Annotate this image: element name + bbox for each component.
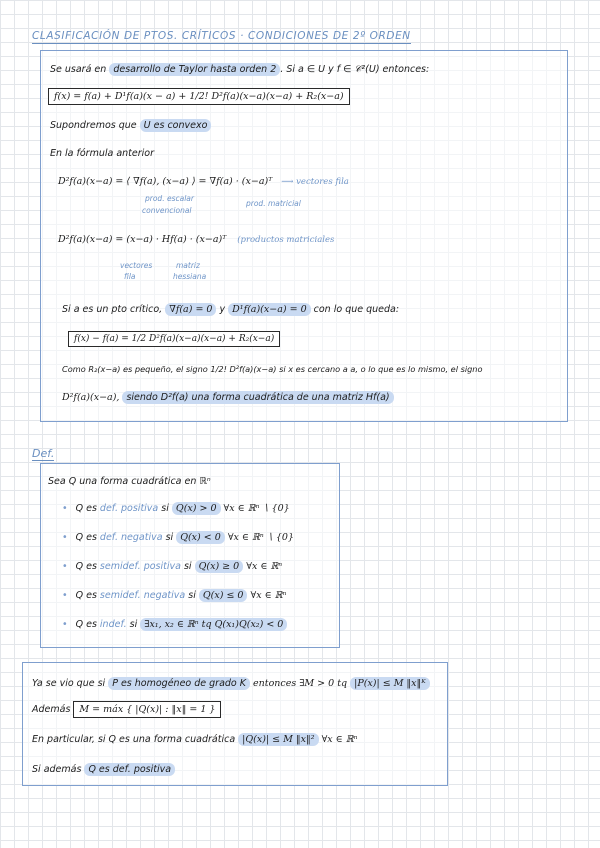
text: ∀x ∈ ℝⁿ — [243, 561, 283, 572]
condition-highlight: Q(x) ≤ 0 — [199, 589, 248, 602]
text: si — [185, 590, 199, 601]
text: si — [162, 532, 177, 543]
gradient-expression: D²f(a)(x−a) = ⟨ ∇f(a), (x−a) ⟩ = ∇f(a) · (x−a)ᵀ — [58, 176, 273, 187]
text: Q es — [75, 561, 100, 572]
definition-heading: Def. — [32, 447, 55, 460]
taylor-formula: f(x) = f(a) + D¹f(a)(x − a) + 1/2! D²f(a)(x−a)(x−a) + R₂(x−a) — [48, 88, 350, 105]
formula-ref-line: En la fórmula anterior — [50, 148, 155, 159]
quadratic-form-line — [62, 392, 394, 403]
condition-highlight: Q(x) > 0 — [172, 502, 221, 515]
def-item-semipositive — [62, 561, 282, 572]
text: Ya se vio que si — [32, 678, 109, 689]
highlight-d1-zero: D¹f(a)(x−a) = 0 — [228, 303, 310, 316]
quadratic-bound-line — [32, 734, 357, 745]
annotation-hessiana: hessiana — [173, 272, 207, 281]
def-item-indefinite — [62, 619, 287, 630]
max-line — [32, 704, 221, 715]
text: Q es — [75, 590, 100, 601]
bullet-icon: • — [62, 532, 68, 543]
text: Además — [32, 704, 74, 715]
kind-label: def. negativa — [99, 532, 163, 543]
text: si — [126, 619, 141, 630]
text: si — [180, 561, 195, 572]
text: D²f(a)(x−a), — [62, 392, 123, 403]
highlight-taylor: desarrollo de Taylor hasta orden 2 — [109, 63, 280, 76]
text: con lo que queda: — [310, 304, 400, 315]
page-title: CLASIFICACIÓN DE PTOS. CRÍTICOS · CONDICIONES DE 2º ORDEN — [32, 30, 411, 42]
text: ∀x ∈ ℝⁿ ∖ {0} — [224, 532, 294, 543]
taylor-intro-line — [50, 64, 429, 75]
text: Si a es un pto crítico, — [62, 304, 166, 315]
convex-line — [50, 120, 211, 131]
kind-label: semidef. negativa — [99, 590, 186, 601]
gradient-line — [58, 176, 349, 187]
annotation-convencional: convencional — [142, 206, 192, 215]
text: Q es — [75, 619, 100, 630]
positive-definite-line — [32, 764, 175, 775]
highlight-gradient-zero: ∇f(a) = 0 — [165, 303, 216, 316]
kind-label: indef. — [99, 619, 127, 630]
text: . Si a ∈ U y f ∈ 𝒞²(U) entonces: — [280, 64, 430, 75]
annotation-vectores: vectores — [120, 261, 153, 270]
highlight-bound: |P(x)| ≤ M ‖x‖ᴷ — [350, 677, 430, 690]
text: Supondremos que — [50, 120, 140, 131]
highlight-homogeneous: P es homogéneo de grado K — [108, 677, 250, 690]
productos-note: (productos matriciales — [237, 235, 335, 245]
annotation-fila: fila — [124, 272, 136, 281]
text: ∀x ∈ ℝⁿ — [318, 734, 358, 745]
text: si — [158, 503, 172, 514]
definition-intro: Sea Q una forma cuadrática en ℝⁿ — [48, 476, 211, 487]
max-definition: M = máx { |Q(x)| : ‖x‖ = 1 } — [73, 701, 221, 718]
text: ∀x ∈ ℝⁿ ∖ {0} — [220, 503, 290, 514]
homogeneous-line — [32, 678, 430, 689]
def-item-negative — [62, 532, 294, 543]
vectores-fila-note: ⟶ vectores fila — [281, 177, 349, 187]
text: entonces ∃M > 0 tq — [250, 678, 351, 689]
bullet-icon: • — [62, 619, 68, 630]
condition-highlight: Q(x) < 0 — [176, 531, 225, 544]
reduced-formula: f(x) − f(a) = 1/2 D²f(a)(x−a)(x−a) + R₂(x−a) — [68, 331, 280, 347]
text: En particular, si Q es una forma cuadrática — [32, 734, 239, 745]
annotation-prod-escalar: prod. escalar — [145, 194, 194, 203]
annotation-prod-matricial: prod. matricial — [246, 199, 301, 208]
def-item-seminegative — [62, 590, 286, 601]
text: y — [216, 304, 229, 315]
text: Q es — [75, 532, 100, 543]
highlight-convex: U es convexo — [140, 119, 212, 132]
kind-label: semidef. positiva — [99, 561, 181, 572]
text: Q es — [75, 503, 100, 514]
condition-highlight: ∃x₁, x₂ ∈ ℝⁿ tq Q(x₁)Q(x₂) < 0 — [140, 618, 287, 631]
highlight-positive-definite: Q es def. positiva — [84, 763, 175, 776]
text: Si además — [32, 764, 85, 775]
bullet-icon: • — [62, 561, 68, 572]
highlight-quadratic-form: siendo D²f(a) una forma cuadrática de una matriz Hf(a) — [122, 391, 393, 404]
hessian-expression: D²f(a)(x−a) = (x−a) · Hf(a) · (x−a)ᵀ — [58, 234, 227, 245]
critical-point-line — [62, 304, 399, 315]
highlight-quadratic-bound: |Q(x)| ≤ M ‖x‖² — [238, 733, 318, 746]
hessian-line — [58, 234, 334, 245]
def-item-positive — [62, 503, 290, 514]
kind-label: def. positiva — [99, 503, 159, 514]
bullet-icon: • — [62, 590, 68, 601]
annotation-matriz: matriz — [176, 261, 200, 270]
text: Se usará en — [50, 64, 110, 75]
como-line: Como R₂(x−a) es pequeño, el signo 1/2! D²f(a)(x−a) si x es cercano a a, o lo que es lo mismo, el signo — [62, 364, 483, 374]
condition-highlight: Q(x) ≥ 0 — [195, 560, 244, 573]
bullet-icon: • — [62, 503, 68, 514]
text: ∀x ∈ ℝⁿ — [247, 590, 287, 601]
